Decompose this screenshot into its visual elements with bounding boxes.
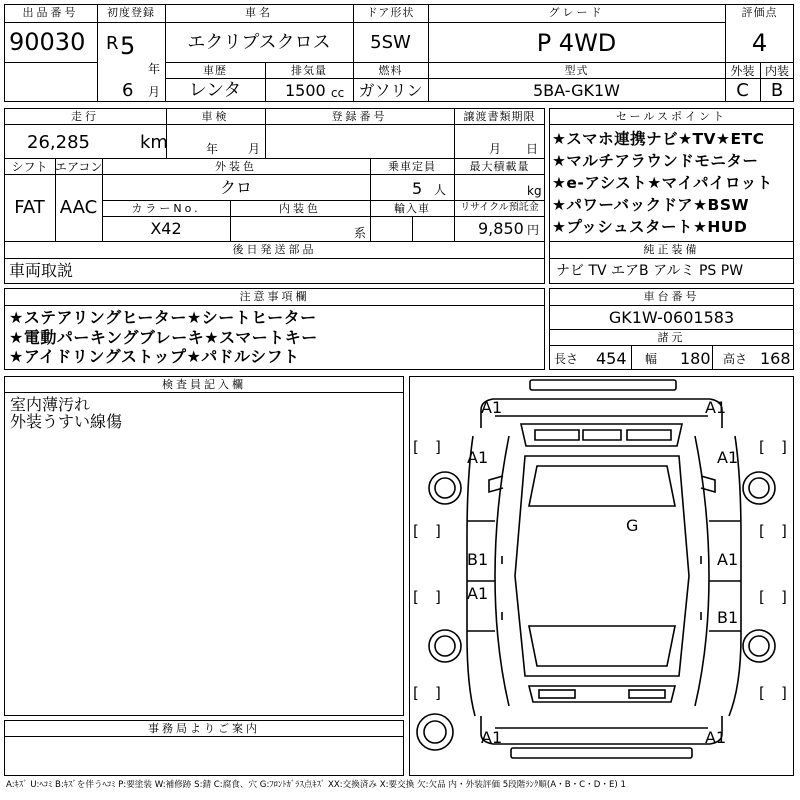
svg-text:[: [ xyxy=(759,684,765,702)
ac-label: エアコン xyxy=(55,160,103,174)
note-item: ★アイドリングストップ★パドルシフト xyxy=(9,347,300,366)
sales-item: ★パワーバックドア★BSW xyxy=(552,196,750,214)
inspector-line: 室内薄汚れ xyxy=(10,395,91,414)
width: 180 xyxy=(680,349,711,368)
score-label: 評価点 xyxy=(741,6,778,19)
svg-text:[: [ xyxy=(413,438,419,456)
later-parts-label: 後日発送部品 xyxy=(232,243,317,256)
damage-mark-right-front-door: A1 xyxy=(717,550,739,569)
transfer-month-unit: 月 xyxy=(489,142,502,156)
inspection-label: 車検 xyxy=(201,110,230,123)
chassis-number: GK1W-0601583 xyxy=(608,308,735,327)
damage-mark-right-fender: A1 xyxy=(717,448,739,467)
svg-text:[: [ xyxy=(759,588,765,606)
exterior-grade: C xyxy=(736,80,749,101)
car-name-label: 車名 xyxy=(245,6,273,19)
transfer-label: 譲渡書類期限 xyxy=(463,110,536,123)
damage-mark-front-left: A1 xyxy=(481,398,503,417)
int-color-label: 内装色 xyxy=(279,202,321,215)
damage-mark-rear-right: A1 xyxy=(705,728,727,747)
first-reg-label: 初度登録 xyxy=(107,6,155,19)
office-title: 事務局よりご案内 xyxy=(148,722,260,735)
score: 4 xyxy=(751,29,768,57)
exterior-label: 外装 xyxy=(730,64,755,78)
standard-equipment: ナビ TV エアB アルミ PS PW xyxy=(556,263,744,279)
year-unit: 年 xyxy=(148,62,161,76)
damage-mark-rear-left: A1 xyxy=(481,728,503,747)
shift-label: シフト xyxy=(11,160,48,174)
damage-mark-left-front-door: B1 xyxy=(467,550,489,569)
import-label: 輸入車 xyxy=(394,202,430,215)
recycle-label: リサイクル預託金 xyxy=(460,202,539,213)
sales-title: セールスポイント xyxy=(615,110,727,123)
inspector-line: 外装うすい線傷 xyxy=(10,412,123,431)
svg-text:]: ] xyxy=(435,522,441,540)
spec-label: 諸元 xyxy=(657,331,686,344)
month-unit: 月 xyxy=(148,85,161,99)
svg-text:]: ] xyxy=(435,438,441,456)
capacity-label: 乗車定員 xyxy=(388,160,436,173)
reg-year: 5 xyxy=(120,32,136,60)
notes-title: 注意事項欄 xyxy=(239,290,310,303)
sales-item: ★プッシュスタート★HUD xyxy=(552,218,748,236)
svg-text:]: ] xyxy=(781,684,787,702)
note-item: ★ステアリングヒーター★シートヒーター xyxy=(9,308,317,327)
svg-text:]: ] xyxy=(435,588,441,606)
mileage: 26,285 xyxy=(27,132,90,153)
history: レンタ xyxy=(188,80,242,101)
shift: FAT xyxy=(14,197,45,218)
damage-mark-front-right: A1 xyxy=(705,398,727,417)
displacement-label: 排気量 xyxy=(291,64,327,77)
capacity: 5 xyxy=(412,179,423,198)
ac: AAC xyxy=(59,197,98,218)
width-label: 幅 xyxy=(645,352,658,366)
int-color-suffix: 系 xyxy=(354,226,367,240)
reg-no-label: 登録番号 xyxy=(331,110,388,123)
sales-item: ★マルチアラウンドモニター xyxy=(552,152,759,170)
svg-text:[: [ xyxy=(413,588,419,606)
ext-color-label: 外装色 xyxy=(215,160,257,173)
grade-label: グレード xyxy=(548,6,605,19)
recycle-fee: 9,850 xyxy=(478,219,524,238)
displacement-unit: cc xyxy=(331,86,345,100)
reg-month: 6 xyxy=(122,80,134,101)
interior-label: 内装 xyxy=(764,64,789,78)
color-no-label: カラーNo. xyxy=(131,202,201,215)
interior-grade: B xyxy=(770,80,784,101)
chassis-label: 車台番号 xyxy=(643,290,700,303)
ext-color: クロ xyxy=(219,178,252,197)
inspection-month-unit: 月 xyxy=(248,142,261,156)
fuel: ガソリン xyxy=(358,81,423,100)
height-label: 高さ xyxy=(723,352,748,366)
length: 454 xyxy=(596,349,627,368)
recycle-unit: 円 xyxy=(527,223,540,237)
damage-mark-roof: G xyxy=(626,516,639,535)
height: 168 xyxy=(760,349,791,368)
inspector-title: 検査員記入欄 xyxy=(162,378,246,391)
model-label: 型式 xyxy=(564,64,589,77)
load-unit: kg xyxy=(527,184,542,198)
equip-label: 純正装備 xyxy=(643,243,700,256)
car-diagram xyxy=(409,376,794,776)
svg-text:]: ] xyxy=(781,438,787,456)
era: R xyxy=(106,33,119,54)
model-code: 5BA-GK1W xyxy=(533,81,620,100)
sales-item: ★e-アシスト★マイパイロット xyxy=(552,174,773,192)
grade: P 4WD xyxy=(536,29,617,57)
inspection-year-unit: 年 xyxy=(206,142,219,156)
lot-number: 90030 xyxy=(9,28,86,56)
door-label: ドア形状 xyxy=(366,6,415,19)
load-label: 最大積載量 xyxy=(469,160,530,173)
car-name: エクリプスクロス xyxy=(187,32,331,53)
later-parts: 車両取説 xyxy=(9,261,74,280)
fuel-label: 燃料 xyxy=(378,64,403,77)
damage-mark-left-fender: A1 xyxy=(467,448,489,467)
door-type: 5SW xyxy=(370,32,411,53)
legend: A:ｷｽﾞ U:ﾍｺﾐ B:ｷｽﾞを伴うﾍｺﾐ P:要塗装 W:補修跡 S:錆 C:腐食、穴 G:ﾌﾛﾝﾄｶﾞﾗｽ点ｷｽﾞ XX:交換済み X:要交換 欠:欠品 内・外装評価 5段階ﾗﾝｸ順(A・B・C・D・E) 1 xyxy=(6,780,626,790)
displacement: 1500 xyxy=(285,81,326,100)
transfer-day-unit: 日 xyxy=(526,142,539,156)
color-no: X42 xyxy=(150,219,182,238)
svg-text:[: [ xyxy=(413,522,419,540)
history-label: 車歴 xyxy=(203,64,227,77)
svg-text:]: ] xyxy=(435,684,441,702)
svg-text:[: [ xyxy=(759,438,765,456)
damage-mark-left-rear-door: A1 xyxy=(467,584,489,603)
capacity-unit: 人 xyxy=(434,183,447,197)
svg-text:[: [ xyxy=(759,522,765,540)
length-label: 長さ xyxy=(554,352,579,366)
mileage-label: 走行 xyxy=(71,110,99,123)
lot-label: 出品番号 xyxy=(22,6,79,19)
note-item: ★電動パーキングブレーキ★スマートキー xyxy=(9,328,318,347)
mileage-unit: km xyxy=(140,132,168,153)
sales-item: ★スマホ連携ナビ★TV★ETC xyxy=(552,130,765,148)
damage-mark-right-rear-door: B1 xyxy=(717,608,739,627)
svg-text:[: [ xyxy=(413,684,419,702)
svg-text:]: ] xyxy=(781,588,787,606)
svg-text:]: ] xyxy=(781,522,787,540)
